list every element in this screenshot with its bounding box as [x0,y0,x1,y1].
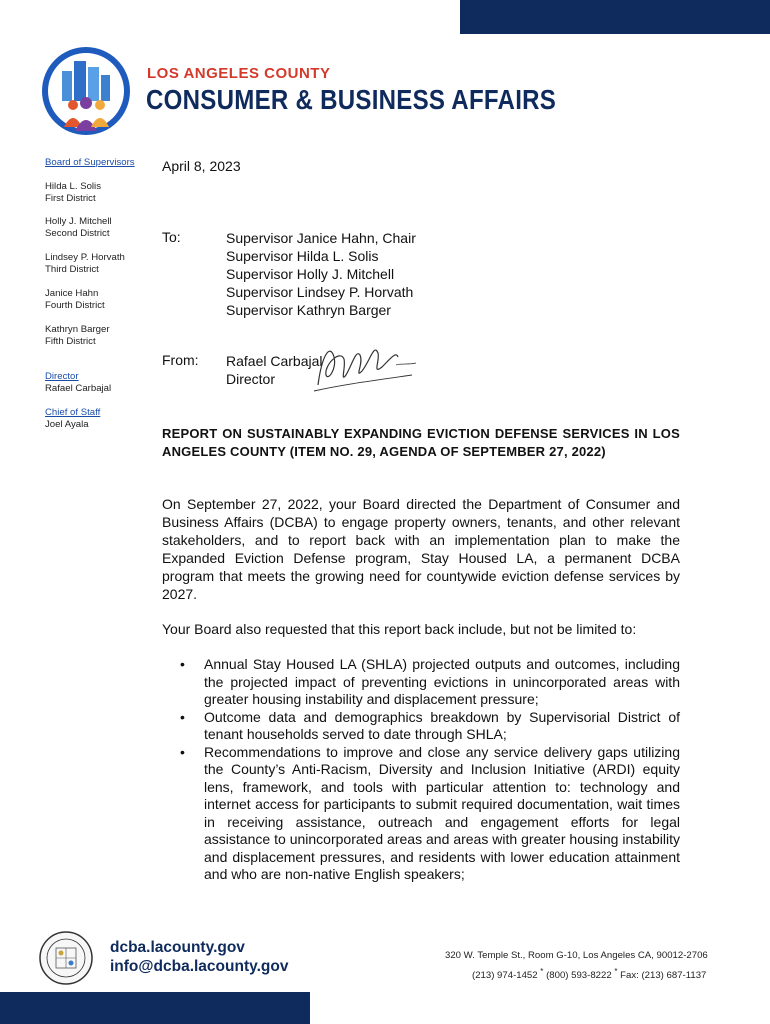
memo-subject: REPORT ON SUSTAINABLY EXPANDING EVICTION DEFENSE SERVICES IN LOS ANGELES COUNTY (ITEM NO. 29, AGENDA OF SEPTEMBER 27, 2022) [162,426,680,459]
supervisor-entry [45,324,110,348]
supervisor-district: Third District [45,264,99,275]
separator-icon: * [614,967,618,976]
supervisor-entry [45,252,125,276]
org-name-line1: LOS ANGELES COUNTY [147,65,331,82]
recipients-list [226,229,416,319]
list-item [180,744,680,884]
chief-of-staff-link[interactable]: Chief of Staff [45,407,101,418]
list-item [180,656,680,709]
fax-number: Fax: (213) 687-1137 [620,970,707,982]
recipient: Supervisor Lindsey P. Horvath [226,284,414,300]
supervisor-district: Fifth District [45,336,96,347]
supervisor-entry [45,181,101,205]
supervisor-name: Lindsey P. Horvath [45,252,125,263]
header-accent-bar [460,0,770,34]
county-skyline-people-logo [40,45,132,137]
to-label: To: [162,229,181,245]
supervisor-name: Janice Hahn [45,288,99,299]
supervisor-name: Kathryn Barger [45,324,110,335]
org-name-line2: CONSUMER & BUSINESS AFFAIRS [146,84,557,115]
footer-address [445,948,708,984]
phone-number: (213) 974-1452 [472,970,538,982]
chief-of-staff-entry [45,407,100,431]
memo-date: April 8, 2023 [162,158,241,174]
toll-free-number: (800) 593-8222 [546,970,612,982]
recipient: Supervisor Hilda L. Solis [226,248,379,264]
bullet-icon: • [180,656,185,672]
supervisor-district: First District [45,193,96,204]
list-item [180,709,680,744]
from-title: Director [226,371,276,387]
recipient: Supervisor Janice Hahn, Chair [226,230,416,246]
director-name: Rafael Carbajal [45,383,112,394]
list-item-text: Annual Stay Housed LA (SHLA) projected outputs and outcomes, including the projected impact of preventing evictions in unincorporated areas with greater housing instability and displacement pressure; [204,656,680,707]
bullet-icon: • [180,708,185,725]
requirements-list [180,656,680,884]
signature-image [300,335,420,401]
supervisor-entry [45,216,112,240]
supervisor-entry [45,288,105,312]
phone-line [445,964,708,984]
chief-of-staff-name: Joel Ayala [45,419,89,430]
website-link[interactable]: dcba.lacounty.gov [110,939,245,956]
body-paragraph: On September 27, 2022, your Board directed the Department of Consumer and Business Affairs (DCBA) to engage property owners, tenants, and other relevant stakeholders, and to report back with an implementation plan to make the Expanded Eviction Defense program, Stay Housed LA, a permanent DCBA program that meets the growing need for countywide eviction defense services by 2027. [162,496,680,602]
footer-accent-bar [0,992,310,1024]
recipient: Supervisor Holly J. Mitchell [226,266,395,282]
address-line: 320 W. Temple St., Room G-10, Los Angeles CA, 90012-2706 [445,950,708,961]
supervisor-district: Second District [45,228,110,239]
list-item-text: Recommendations to improve and close any service delivery gaps utilizing the County’s Anti-Racism, Diversity and Inclusion Initiative (ARDI) equity lens, framework, and tools with particular attention to: technology and internet access for participants to submit required documentation, wait times in receiving assistance, outreach and engagement efforts for legal assistance to unincorporated areas and areas with greater housing instability and displacement pressures, and residents with lower education attainment and who are non-native English speakers; [204,743,680,882]
supervisor-district: Fourth District [45,300,105,311]
recipient: Supervisor Kathryn Barger [226,302,391,318]
board-heading-link[interactable]: Board of Supervisors [45,157,135,168]
bullet-icon: • [180,743,185,760]
county-seal-icon [38,930,94,986]
director-link[interactable]: Director [45,371,79,382]
supervisor-name: Hilda L. Solis [45,181,101,192]
email-link[interactable]: info@dcba.lacounty.gov [110,958,289,975]
supervisor-name: Holly J. Mitchell [45,216,112,227]
list-item-text: Outcome data and demographics breakdown by Supervisorial District of tenant households served to date through SHLA; [204,708,680,742]
from-name: Rafael Carbajal [226,353,323,369]
separator-icon: * [540,967,544,976]
body-paragraph: Your Board also requested that this report back include, but not be limited to: [162,621,637,637]
director-entry [45,371,111,395]
footer-contact [110,938,288,976]
from-label: From: [162,352,199,368]
